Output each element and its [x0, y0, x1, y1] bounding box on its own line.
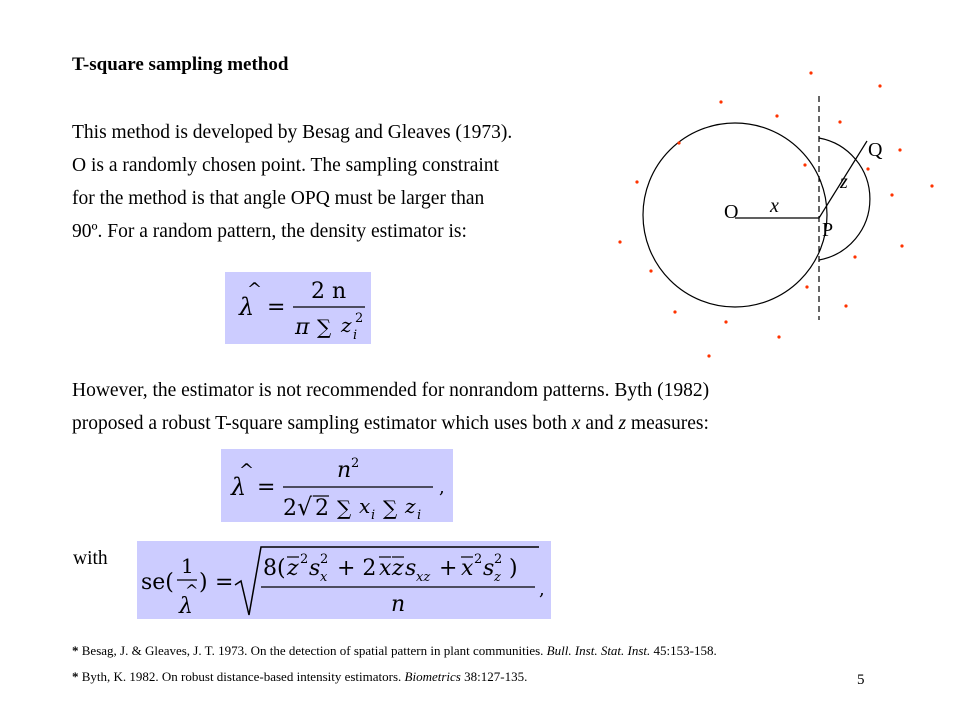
- superscript-2: 2: [351, 456, 360, 471]
- robust-estimator-formula: [221, 449, 453, 522]
- xbar-variable: x: [379, 556, 392, 581]
- random-point: [878, 84, 881, 87]
- random-point: [930, 184, 933, 187]
- sum-symbol: ∑: [317, 315, 332, 339]
- random-point: [898, 148, 901, 151]
- random-point: [724, 320, 727, 323]
- intro-paragraph: [72, 116, 632, 248]
- se-prefix: se(: [141, 570, 174, 595]
- random-point: [838, 120, 841, 123]
- lambda-symbol: λ: [179, 594, 193, 619]
- pi-symbol: π: [295, 315, 310, 340]
- random-point: [618, 240, 621, 243]
- random-point: [677, 141, 680, 144]
- s-variable: s: [309, 556, 321, 581]
- superscript-2: 2: [355, 311, 364, 326]
- t-square-diagram: [600, 60, 950, 370]
- comma: ,: [439, 477, 445, 498]
- random-point: [844, 304, 847, 307]
- intro-line: O is a randomly chosen point. The sampling constraint: [72, 155, 499, 176]
- random-point: [777, 335, 780, 338]
- random-point: [635, 180, 638, 183]
- random-point: [900, 244, 903, 247]
- intro-line: for the method is that angle OPQ must be larger than: [72, 188, 485, 209]
- constant-2: 2: [283, 496, 297, 521]
- intro-line: This method is developed by Besag and Gleaves (1973).: [72, 122, 513, 143]
- lambda-symbol: λ: [239, 293, 255, 321]
- random-point: [866, 167, 869, 170]
- sum-symbol: ∑: [337, 496, 352, 520]
- page-number: 5: [857, 672, 865, 688]
- comma: ,: [539, 579, 545, 600]
- para2-line: However, the estimator is not recommended for nonrandom patterns. Byth (1982): [72, 380, 710, 401]
- label-q: Q: [868, 139, 883, 161]
- random-point: [719, 100, 722, 103]
- superscript-2: 2: [320, 552, 329, 567]
- random-point: [805, 285, 808, 288]
- numerator-n: n: [337, 458, 352, 483]
- numerator-lead: 8(: [263, 556, 286, 581]
- reference-byth: * Byth, K. 1982. On robust distance-based intensity estimators. Biometrics 38:127-135.: [72, 669, 528, 684]
- random-point: [890, 193, 893, 196]
- subscript-i: i: [371, 508, 376, 522]
- random-point: [707, 354, 710, 357]
- equals-sign: =: [215, 570, 234, 595]
- subscript-i: i: [417, 508, 422, 522]
- with-label: with: [73, 548, 108, 569]
- random-point: [809, 71, 812, 74]
- random-point: [803, 163, 806, 166]
- random-point: [673, 310, 676, 313]
- equals-sign: =: [257, 475, 276, 500]
- subscript-z: z: [494, 570, 501, 585]
- xbar-variable: x: [461, 556, 474, 581]
- x-measure: x: [571, 413, 581, 434]
- s-variable: s: [483, 556, 495, 581]
- zbar-variable: z: [392, 556, 404, 581]
- label-z: z: [840, 171, 848, 193]
- standard-error-formula: [137, 541, 551, 619]
- close-paren: ): [199, 570, 208, 595]
- fraction-one: 1: [181, 554, 194, 578]
- label-x: x: [770, 195, 779, 217]
- half-circle: [819, 138, 870, 260]
- superscript-2: 2: [474, 552, 483, 567]
- z-measure: z: [618, 413, 627, 434]
- label-o: O: [724, 201, 739, 223]
- sqrt-symbol: √: [297, 493, 313, 521]
- superscript-2: 2: [494, 552, 503, 567]
- hat-mark: ^: [185, 581, 199, 600]
- para2-line: proposed a robust T-square sampling estimator which uses both x and z measures:: [72, 413, 709, 434]
- radicand-2: 2: [315, 496, 329, 521]
- z-variable: z: [405, 494, 416, 518]
- plus-two: + 2: [337, 556, 377, 581]
- denominator-n: n: [391, 592, 406, 617]
- subscript-i: i: [353, 328, 358, 343]
- hat-mark: ^: [239, 460, 255, 481]
- s-variable: s: [405, 556, 417, 581]
- references: [72, 638, 717, 690]
- label-p: P: [822, 219, 834, 241]
- numerator: 2 n: [311, 279, 347, 304]
- density-estimator-formula: [225, 272, 371, 344]
- slide-title: T-square sampling method: [72, 54, 289, 75]
- z-variable: z: [341, 313, 352, 337]
- sum-symbol: ∑: [383, 496, 398, 520]
- equals-sign: =: [267, 295, 286, 320]
- intro-line: 90º. For a random pattern, the density estimator is:: [72, 221, 467, 242]
- random-point: [649, 269, 652, 272]
- robust-estimator-paragraph: [72, 374, 709, 440]
- reference-besag: * Besag, J. & Gleaves, J. T. 1973. On the detection of spatial pattern in plant communities. Bull. Inst. Stat. Inst. 45:153-158.: [72, 643, 717, 658]
- close-paren: ): [509, 556, 518, 581]
- random-point: [853, 255, 856, 258]
- hat-mark: ^: [247, 279, 263, 300]
- random-point: [775, 114, 778, 117]
- subscript-xz: xz: [416, 570, 431, 585]
- x-variable: x: [359, 494, 371, 518]
- lambda-symbol: λ: [231, 473, 247, 501]
- plus-sign: +: [439, 556, 458, 581]
- superscript-2: 2: [300, 552, 309, 567]
- subscript-x: x: [320, 570, 328, 585]
- zbar-variable: z: [287, 556, 299, 581]
